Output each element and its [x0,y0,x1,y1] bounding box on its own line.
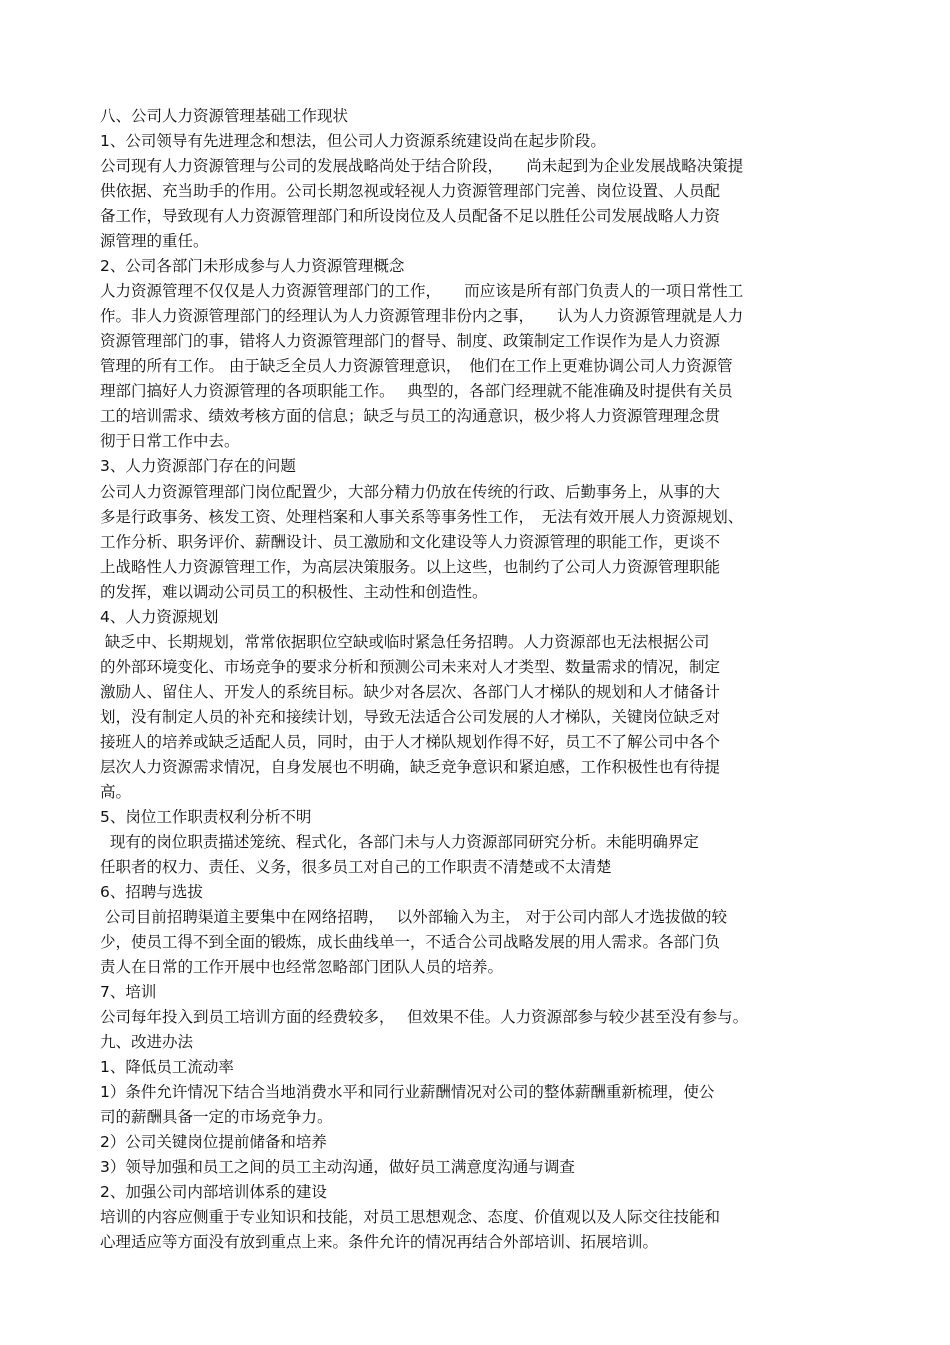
text-line: 彻于日常工作中去。 [100,432,240,450]
text-line: 工作分析、职务评价、薪酬设计、员工激励和文化建设等人力资源管理的职能工作，更谈不 [100,533,721,551]
text-line: 公司现有人力资源管理与公司的发展战略尚处于结合阶段， 尚未起到为企业发展战略决策提 [100,157,744,175]
text-line: 公司目前招聘渠道主要集中在网络招聘， 以外部输入为主， 对于公司内部人才选拔做的较 [100,908,728,926]
subsection-heading: 1、公司领导有先进理念和想法，但公司人力资源系统建设尚在起步阶段。 [100,132,606,150]
text-line: 的发挥，难以调动公司员工的积极性、主动性和创造性。 [100,583,488,601]
text-line: 的外部环境变化、市场竞争的要求分析和预测公司未来对人才类型、数量需求的情况，制定 [100,658,721,676]
text-line: 司的薪酬具备一定的市场竞争力。 [100,1108,333,1126]
text-line: 工的培训需求、绩效考核方面的信息；缺乏与员工的沟通意识，极少将人力资源管理理念贯 [100,407,721,425]
text-line: 划，没有制定人员的补充和接续计划，导致无法适合公司发展的人才梯队，关键岗位缺乏对 [100,708,721,726]
subsection-heading: 2、加强公司内部培训体系的建设 [100,1183,327,1201]
section-heading: 九、改进办法 [100,1033,194,1051]
text-line: 3）领导加强和员工之间的员工主动沟通，做好员工满意度沟通与调查 [100,1158,575,1176]
text-line: 激励人、留住人、开发人的系统目标。缺少对各层次、各部门人才梯队的规划和人才储备计 [100,683,721,701]
text-line: 培训的内容应侧重于专业知识和技能，对员工思想观念、态度、价值观以及人际交往技能和 [100,1208,721,1226]
text-line: 心理适应等方面没有放到重点上来。条件允许的情况再结合外部培训、拓展培训。 [100,1233,659,1251]
subsection-heading: 7、培训 [100,983,157,1001]
text-line: 源管理的重任。 [100,232,209,250]
text-line: 备工作，导致现有人力资源管理部门和所设岗位及人员配备不足以胜任公司发展战略人力资 [100,207,721,225]
text-line: 管理的所有工作。 由于缺乏全员人力资源管理意识， 他们在工作上更难协调公司人力资源管 [100,357,733,375]
subsection-heading: 2、公司各部门未形成参与人力资源管理概念 [100,257,405,275]
text-line: 1）条件允许情况下结合当地消费水平和同行业薪酬情况对公司的整体薪酬重新梳理，使公 [100,1083,715,1101]
text-line: 供依据、充当助手的作用。公司长期忽视或轻视人力资源管理部门完善、岗位设置、人员配 [100,182,721,200]
text-line: 2）公司关键岗位提前储备和培养 [100,1133,327,1151]
text-line: 少，使员工得不到全面的锻炼，成长曲线单一，不适合公司战略发展的用人需求。各部门负 [100,933,721,951]
text-line: 作。非人力资源管理部门的经理认为人力资源管理非份内之事， 认为人力资源管理就是人力 [100,307,744,325]
text-line: 接班人的培养或缺乏适配人员，同时，由于人才梯队规划作得不好，员工不了解公司中各个 [100,733,721,751]
text-line: 多是行政事务、核发工资、处理档案和人事关系等事务性工作， 无法有效开展人力资源规划、 [100,508,744,526]
text-line: 公司人力资源管理部门岗位配置少，大部分精力仍放在传统的行政、后勤事务上，从事的大 [100,483,721,501]
section-heading: 八、公司人力资源管理基础工作现状 [100,107,349,125]
text-line: 现有的岗位职责描述笼统、程式化，各部门未与人力资源部同研究分析。未能明确界定 [100,833,699,851]
text-line: 公司每年投入到员工培训方面的经费较多， 但效果不佳。人力资源部参与较少甚至没有参与。 [100,1008,749,1026]
subsection-heading: 1、降低员工流动率 [100,1058,234,1076]
text-line: 人力资源管理不仅仅是人力资源管理部门的工作， 而应该是所有部门负责人的一项日常性工 [100,282,744,300]
subsection-heading: 5、岗位工作职责权利分析不明 [100,808,312,826]
subsection-heading: 3、人力资源部门存在的问题 [100,457,296,475]
subsection-heading: 6、招聘与选拔 [100,883,203,901]
text-line: 资源管理部门的事，错将人力资源管理部门的督导、制度、政策制定工作误作为是人力资源 [100,332,721,350]
text-line: 任职者的权力、责任、义务，很多员工对自己的工作职责不清楚或不太清楚 [100,858,612,876]
text-line: 缺乏中、长期规划，常常依据职位空缺或临时紧急任务招聘。人力资源部也无法根据公司 [100,633,710,651]
text-line: 责人在日常的工作开展中也经常忽略部门团队人员的培养。 [100,958,504,976]
text-line: 高。 [100,783,132,801]
text-line: 理部门搞好人力资源管理的各项职能工作。 典型的，各部门经理就不能准确及时提供有关员 [100,382,733,400]
text-line: 上战略性人力资源管理工作，为高层决策服务。以上这些，也制约了公司人力资源管理职能 [100,558,721,576]
subsection-heading: 4、人力资源规划 [100,608,219,626]
text-line: 层次人力资源需求情况，自身发展也不明确，缺乏竞争意识和紧迫感，工作积极性也有待提 [100,758,721,776]
